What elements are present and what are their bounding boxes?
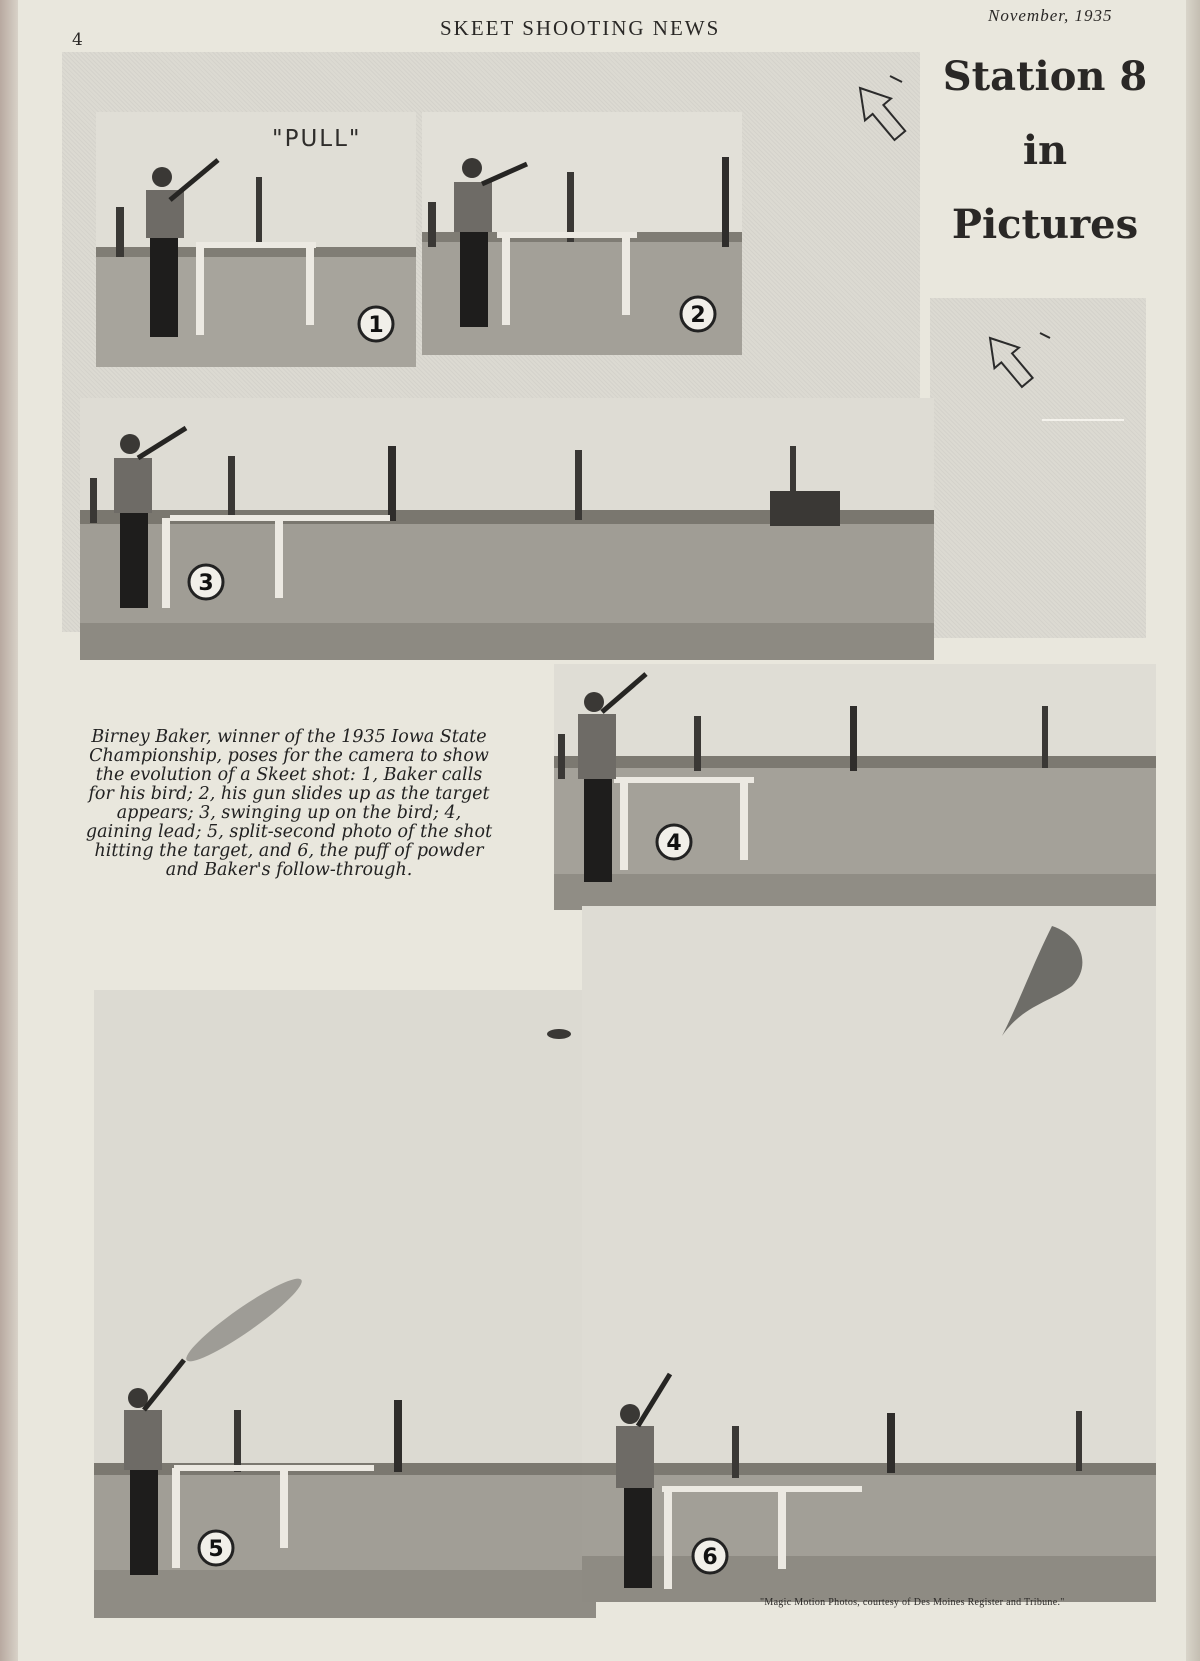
label-3: 3: [198, 571, 214, 596]
label-5-badge: [196, 1528, 236, 1568]
arrow-icon: [930, 298, 1146, 638]
photo-caption: Birney Baker, winner of the 1935 Iowa State Championship, poses for the camera to show the evolution of a Skeet shot: 1, Baker calls for his bird; 2, his gun slides up as the target appears; 3, swinging up on the bird; 4, gaining lead; 5, split-second photo of the shot hitting the target, and 6, the puff of powder and Baker's follow-through.: [85, 727, 493, 880]
label-3-badge: [186, 562, 226, 602]
photo-panel-right: [930, 298, 1146, 638]
title-line-3: Pictures: [951, 201, 1139, 248]
page-edge: [1186, 0, 1200, 1661]
label-5: 5: [208, 1537, 224, 1562]
label-4: 4: [666, 831, 682, 856]
label-6: 6: [702, 1545, 718, 1570]
pull-label: "PULL": [272, 126, 362, 152]
label-1: 1: [368, 313, 384, 338]
issue-date: November, 1935: [988, 6, 1113, 25]
page-title: [930, 40, 1160, 262]
label-4-badge: [654, 822, 694, 862]
title-line-1: Station 8: [942, 53, 1148, 100]
label-1-badge: [356, 304, 396, 344]
label-6-badge: [690, 1536, 730, 1576]
photo-credit: "Magic Motion Photos, courtesy of Des Moines Register and Tribune.": [760, 1597, 1065, 1608]
photo-4: [554, 664, 1156, 910]
label-2: 2: [690, 303, 706, 328]
label-2-badge: [678, 294, 718, 334]
photo-6: [582, 906, 1156, 1602]
photo-3: [80, 398, 934, 660]
title-line-2: in: [1022, 127, 1068, 174]
running-head: SKEET SHOOTING NEWS: [440, 16, 721, 40]
page-number: 4: [72, 30, 83, 50]
photo-5: [94, 990, 596, 1618]
book-spine: [0, 0, 18, 1661]
arrow-icon: [820, 70, 910, 160]
